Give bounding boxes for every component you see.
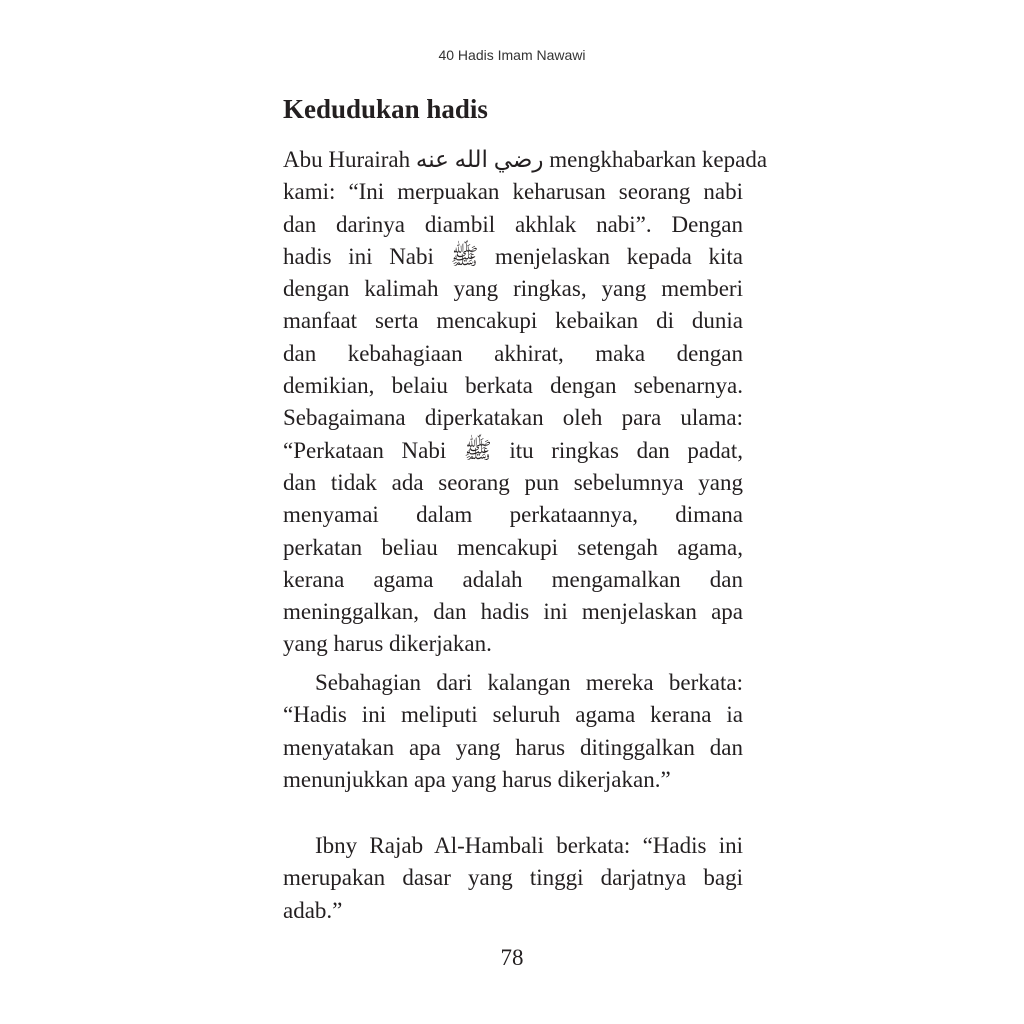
- text-line: dan tidak ada seorang pun sebelumnya yang: [283, 469, 743, 495]
- page-number: 78: [500, 945, 524, 970]
- text-line: dan kebahagiaan akhirat, maka dengan: [283, 340, 743, 366]
- text-line: perkatan beliau mencakupi setengah agama,: [283, 534, 743, 560]
- text-line: dengan kalimah yang ringkas, yang memberi: [283, 276, 743, 302]
- text-line: yang harus dikerjakan.: [283, 631, 492, 657]
- text-line: Sebagaimana diperkatakan oleh para ulama:: [283, 405, 743, 431]
- text-line: dan darinya diambil akhlak nabi”. Dengan: [283, 211, 743, 237]
- text-line: Sebahagian dari kalangan mereka berkata:: [315, 670, 743, 695]
- text-line: merupakan dasar yang tinggi darjatnya bagi: [283, 865, 743, 891]
- text-line: Ibny Rajab Al-Hambali berkata: “Hadis ini: [315, 833, 743, 858]
- text-line: Abu Hurairah رضي الله عنه mengkhabarkan kepada: [283, 147, 768, 172]
- text-line: “Perkataan Nabi ﷺ itu ringkas dan padat,: [283, 437, 743, 463]
- text-line: meninggalkan, dan hadis ini menjelaskan apa: [283, 599, 743, 625]
- text-line: kami: “Ini merpuakan keharusan seorang nabi: [283, 179, 743, 205]
- section-heading: Kedudukan hadis: [283, 94, 488, 124]
- text-line: demikian, belaiu berkata dengan sebenarnya.: [283, 373, 743, 399]
- text-line: hadis ini Nabi ﷺ menjelaskan kepada kita: [283, 243, 743, 269]
- text-line: menunjukkan apa yang harus dikerjakan.”: [283, 766, 671, 792]
- paragraph-2: [283, 667, 743, 796]
- text-line: menyatakan apa yang harus ditinggalkan dan: [283, 734, 743, 760]
- text-line: kerana agama adalah mengamalkan dan: [283, 566, 743, 592]
- text-line: adab.”: [283, 897, 343, 923]
- text-line: manfaat serta mencakupi kebaikan di dunia: [283, 308, 743, 334]
- paragraph-1: [283, 144, 768, 661]
- running-head: 40 Hadis Imam Nawawi: [438, 47, 586, 63]
- paragraph-3: [283, 830, 743, 927]
- text-line: menyamai dalam perkataannya, dimana: [283, 502, 743, 528]
- text-line: “Hadis ini meliputi seluruh agama kerana ia: [283, 702, 743, 728]
